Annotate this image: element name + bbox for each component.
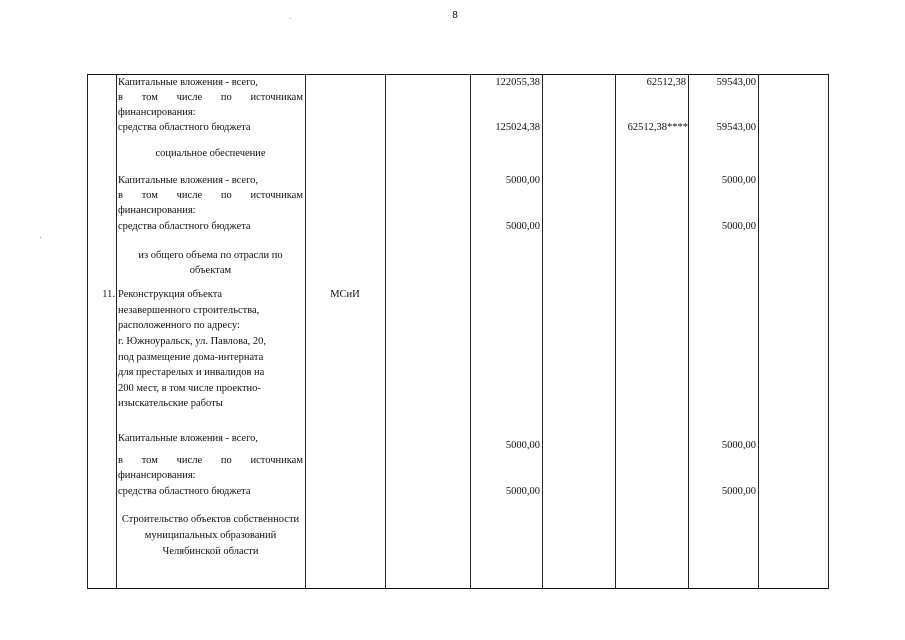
- objects-subheader: из общего объема по отрасли по объектам: [138, 250, 283, 276]
- item-description-line: незавершенного строительства,: [118, 305, 260, 316]
- capital-total-label: Капитальные вложения - всего,: [118, 433, 258, 444]
- item-description-line: 200 мест, в том числе проектно-: [118, 383, 261, 394]
- financing-label: финансирования:: [118, 205, 196, 216]
- item-description-line: для престарелых и инвалидов на: [118, 367, 265, 378]
- section-heading: Строительство объектов собственности муниципальных образований Челябинской области: [121, 514, 300, 557]
- value-cell: 5000,00: [721, 221, 756, 232]
- value-cell: 5000,00: [505, 440, 540, 451]
- financing-label: финансирования:: [118, 470, 196, 481]
- section-heading: социальное обеспечение: [155, 148, 266, 159]
- page-number: 8: [452, 10, 458, 21]
- regional-budget-label: средства областного бюджета: [118, 221, 251, 232]
- col-border: [828, 74, 829, 589]
- col-border: [116, 74, 117, 589]
- col-border: [305, 74, 306, 589]
- value-cell: 5000,00: [721, 175, 756, 186]
- value-cell: 122055,38: [495, 77, 540, 88]
- item-description-line: расположенного по адресу:: [118, 320, 240, 331]
- value-cell: 5000,00: [721, 486, 756, 497]
- col-border: [615, 74, 616, 589]
- value-cell: 5000,00: [505, 221, 540, 232]
- value-cell: 5000,00: [505, 175, 540, 186]
- regional-budget-label: средства областного бюджета: [118, 122, 251, 133]
- budget-table: [87, 74, 829, 589]
- including-sources-label: в том числе по источникам: [118, 455, 303, 466]
- col-border: [758, 74, 759, 589]
- capital-total-label: Капитальные вложения - всего,: [118, 175, 258, 186]
- row-number: 11.: [102, 289, 115, 300]
- capital-total-label: Капитальные вложения - всего,: [118, 77, 258, 88]
- value-cell: 125024,38: [495, 122, 540, 133]
- financing-label: финансирования:: [118, 107, 196, 118]
- col-border: [385, 74, 386, 589]
- item-description-line: г. Южноуральск, ул. Павлова, 20,: [118, 336, 266, 347]
- regional-budget-label: средства областного бюджета: [118, 486, 251, 497]
- item-description-line: изыскательские работы: [118, 398, 223, 409]
- customer-cell: МСиИ: [330, 289, 360, 300]
- col-border: [688, 74, 689, 589]
- including-sources-label: в том числе по источникам: [118, 190, 303, 201]
- value-cell: 59543,00: [716, 122, 756, 133]
- col-border: [542, 74, 543, 589]
- col-border: [470, 74, 471, 589]
- value-cell: 62512,38****: [627, 122, 688, 133]
- col-border: [87, 74, 88, 589]
- value-cell: 59543,00: [716, 77, 756, 88]
- table-bottom-border: [87, 588, 829, 589]
- item-description-line: под размещение дома-интерната: [118, 352, 264, 363]
- value-cell: 5000,00: [505, 486, 540, 497]
- including-sources-label: в том числе по источникам: [118, 92, 303, 103]
- value-cell: 62512,38: [646, 77, 686, 88]
- scan-speck: [40, 237, 41, 238]
- value-cell: 5000,00: [721, 440, 756, 451]
- scan-speck: [290, 18, 291, 19]
- item-description-line: Реконструкция объекта: [118, 289, 223, 300]
